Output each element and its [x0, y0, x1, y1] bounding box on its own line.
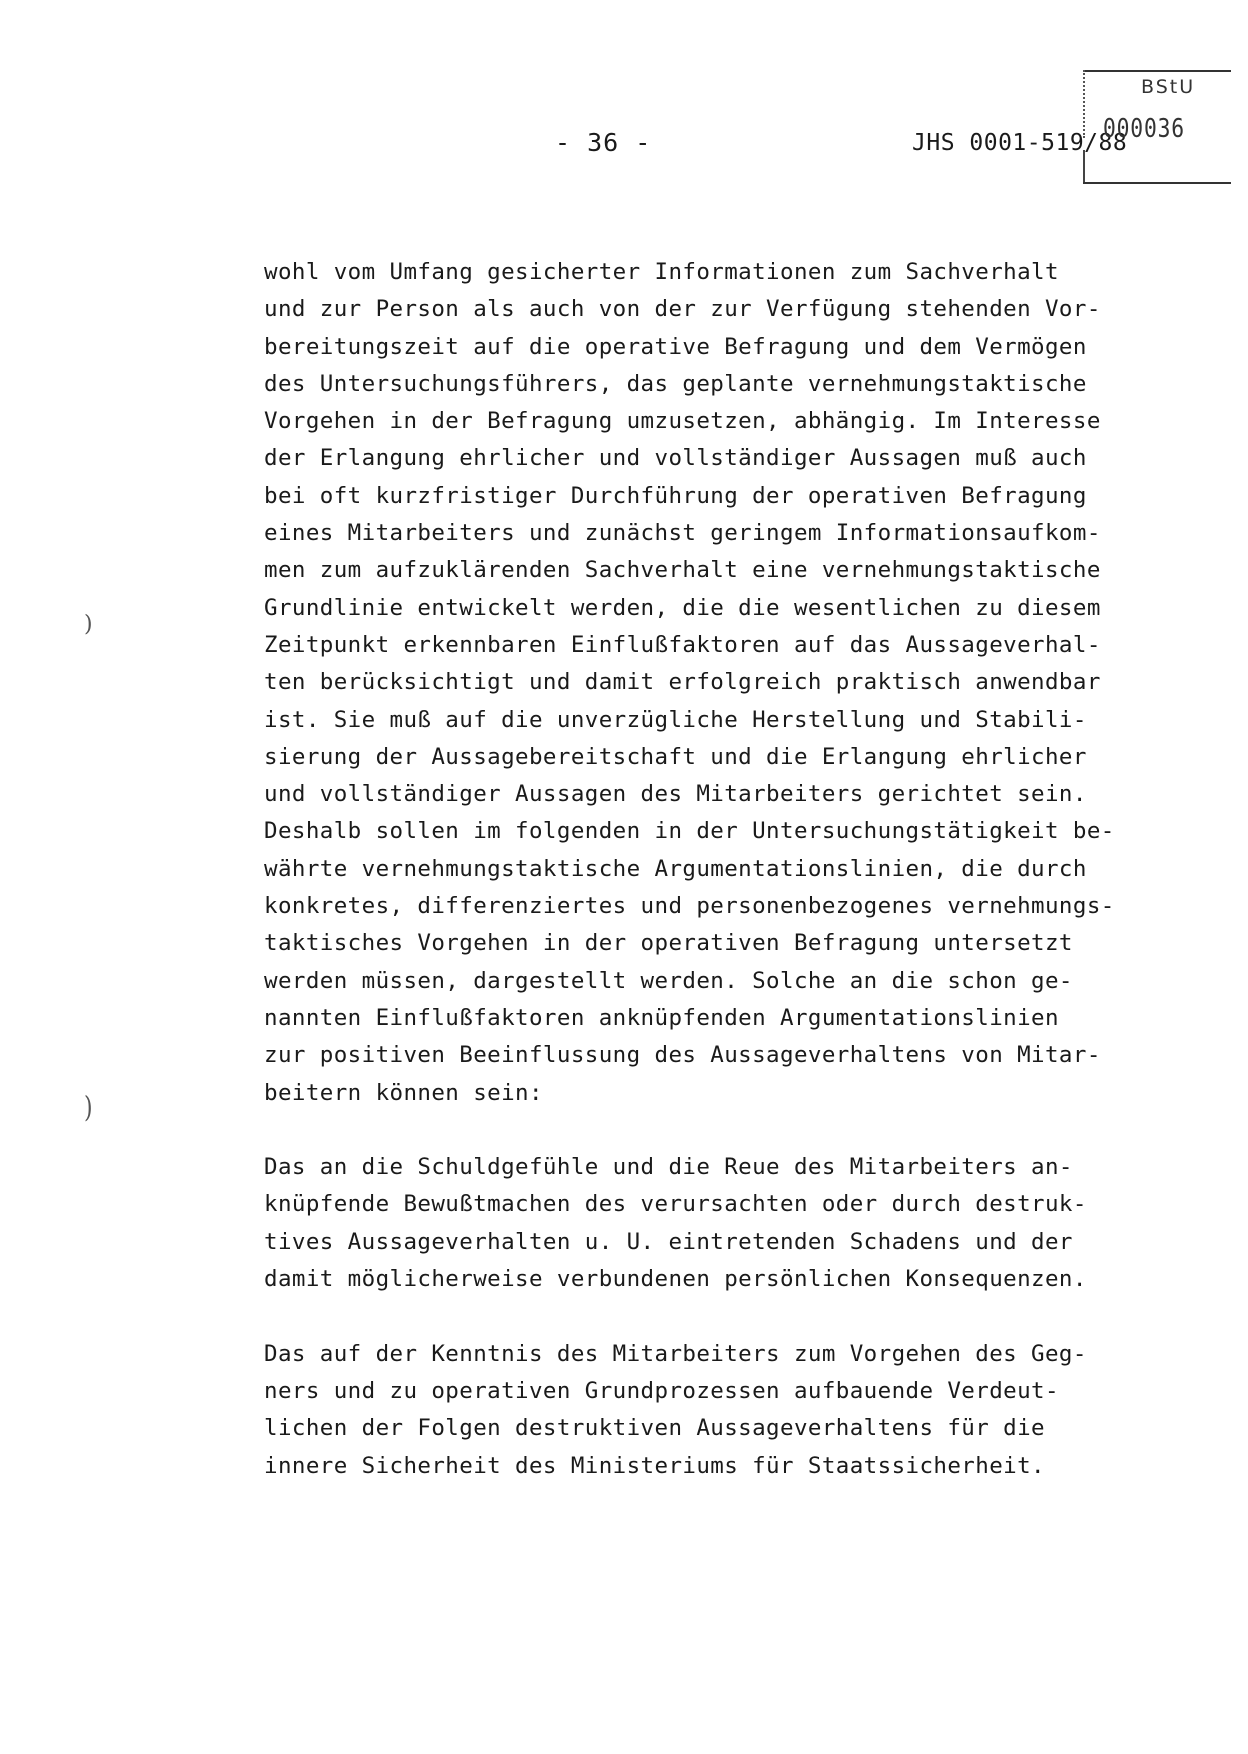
text-line: der Erlangung ehrlicher und vollständiger Aussagen muß auch: [264, 445, 1087, 472]
text-line: beitern können sein:: [264, 1079, 543, 1106]
text-line: wohl vom Umfang gesicherter Informationen zum Sachverhalt: [264, 259, 1059, 285]
text-line: lichen der Folgen destruktiven Aussageverhaltens für die: [264, 1415, 1045, 1442]
text-line: zur positiven Beeinflussung des Aussageverhaltens von Mitar-: [264, 1042, 1101, 1069]
stamp-border-left-lower: [1083, 150, 1085, 182]
paragraph-spacer: [264, 1112, 1224, 1149]
paragraph-3: [264, 1336, 1224, 1485]
text-line: innere Sicherheit des Ministeriums für Staatssicherheit.: [264, 1452, 1045, 1479]
text-line: ist. Sie muß auf die unverzügliche Herstellung und Stabili-: [264, 706, 1087, 733]
text-line: eines Mitarbeiters und zunächst geringem Informationsaufkom-: [264, 520, 1101, 547]
text-line: werden müssen, dargestellt werden. Solche an die schon ge-: [264, 967, 1073, 994]
text-line: konkretes, differenziertes und personenbezogenes vernehmungs-: [264, 893, 1115, 920]
text-line: ten berücksichtigt und damit erfolgreich praktisch anwendbar: [264, 669, 1101, 696]
text-line: ners und zu operativen Grundprozessen aufbauende Verdeut-: [264, 1377, 1059, 1404]
text-line: und zur Person als auch von der zur Verfügung stehenden Vor-: [264, 296, 1101, 323]
text-line: damit möglicherweise verbundenen persönlichen Konsequenzen.: [264, 1266, 1087, 1293]
text-line: Zeitpunkt erkennbaren Einflußfaktoren auf das Aussageverhal-: [264, 631, 1101, 658]
text-line: bei oft kurzfristiger Durchführung der operativen Befragung: [264, 482, 1087, 509]
text-line: Vorgehen in der Befragung umzusetzen, abhängig. Im Interesse: [264, 408, 1101, 435]
text-line: sierung der Aussagebereitschaft und die Erlangung ehrlicher: [264, 743, 1087, 770]
text-line: Das auf der Kenntnis des Mitarbeiters zum Vorgehen des Geg-: [264, 1340, 1087, 1367]
paragraph-1: [264, 254, 1224, 1112]
paragraph-2: [264, 1149, 1224, 1298]
stamp-border-left: [1083, 70, 1085, 138]
stamp-border-top: [1083, 70, 1231, 72]
body-text: [264, 254, 1224, 1485]
text-line: nannten Einflußfaktoren anknüpfenden Argumentationslinien: [264, 1004, 1059, 1031]
text-line: des Untersuchungsführers, das geplante vernehmungstaktische: [264, 370, 1087, 397]
text-line: knüpfende Bewußtmachen des verursachten oder durch destruk-: [264, 1191, 1087, 1218]
document-reference: JHS 0001-519/88: [912, 130, 1128, 156]
text-line: Grundlinie entwickelt werden, die die wesentlichen zu diesem: [264, 594, 1101, 621]
stamp-border-bottom: [1083, 182, 1231, 184]
paragraph-spacer: [264, 1298, 1224, 1335]
text-line: Deshalb sollen im folgenden in der Untersuchungstätigkeit be-: [264, 818, 1115, 845]
margin-bracket-mark: ): [84, 612, 93, 637]
text-line: währte vernehmungstaktische Argumentationslinien, die durch: [264, 855, 1087, 882]
text-line: Das an die Schuldgefühle und die Reue des Mitarbeiters an-: [264, 1154, 1073, 1181]
stamp-sheet-number: 000036: [1103, 114, 1185, 144]
stamp-archive-name: BStU: [1141, 76, 1196, 98]
text-line: tives Aussageverhalten u. U. eintretenden Schadens und der: [264, 1228, 1073, 1255]
archive-stamp: [1083, 70, 1231, 182]
text-line: men zum aufzuklärenden Sachverhalt eine vernehmungstaktische: [264, 557, 1101, 584]
margin-bracket-mark: ): [84, 1092, 93, 1125]
text-line: und vollständiger Aussagen des Mitarbeiters gerichtet sein.: [264, 781, 1087, 808]
text-line: bereitungszeit auf die operative Befragung und dem Vermögen: [264, 333, 1087, 360]
text-line: taktisches Vorgehen in der operativen Befragung untersetzt: [264, 930, 1073, 957]
page-number: - 36 -: [555, 128, 652, 157]
